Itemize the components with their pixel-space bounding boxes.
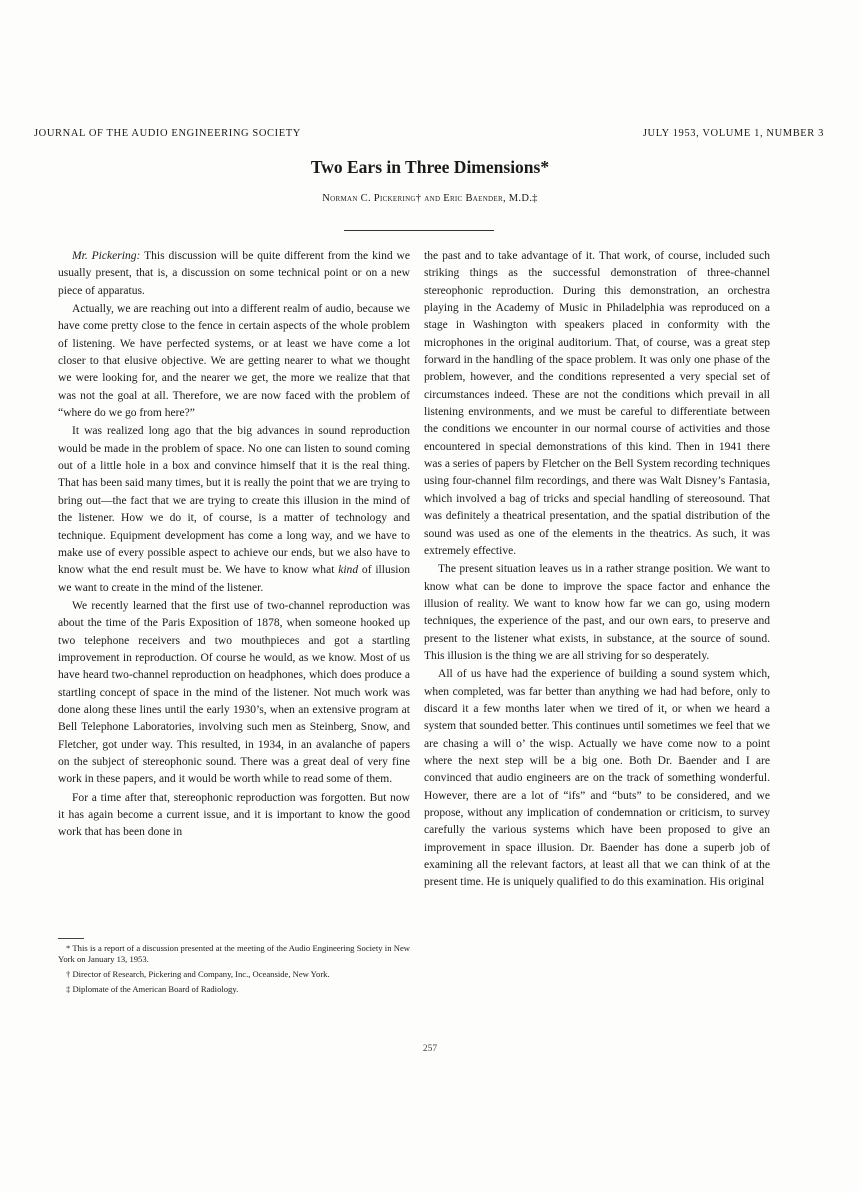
footnotes bbox=[58, 938, 410, 999]
paragraph: The present situation leaves us in a rather strange position. We want to know what can be done to improve the space factor and enhance the illusion of reality. We want to know how far we can go, using modern techniques, the experience of the past, and our own ears, to preserve and present to the listener what exists, in substance, at the source of sound. This illusion is the thing we are all striving for so desperately. bbox=[424, 563, 770, 662]
paragraph: All of us have had the experience of building a sound system which, when completed, was far better than anything we had had before, only to discard it a few months later when we tired of it, or when we heard a system that sounded better. This continues until sometimes we feel that we are chasing a will o’ the wisp. Actually we have come now to a point where the next step will be a big one. Both Dr. Baender and I are convinced that audio engineers are on the track of something wonderful. However, there are a lot of “ifs” and “buts” to be considered, and we propose, without any implication of condemnation or criticism, to survey carefully the various systems which have been proposed to give an improvement in space illusion. Dr. Baender has done a superb job of examining all the relevant factors, at least all that we can think of at the present time. He is uniquely qualified to do this examination. His original bbox=[424, 668, 770, 889]
paragraph: the past and to take advantage of it. That work, of course, included such striking things as the successful demonstration of three-channel stereophonic reproduction. During this demonstration, an orchestra playing in the Academy of Music in Philadelphia was reproduced on a stage in Washington with speakers placed in conformity with the microphones in the original auditorium. That, of course, was a great step forward in the handling of the space problem. It was only one phase of the problem, however, and the conditions represented a very special set of circumstances indeed. These are not the conditions which prevail in all listening environments, and we must be careful to differentiate between the conditions we encounter in our normal course of activities and those encountered in special demonstrations of this kind. Then in 1941 there was a series of papers by Fletcher on the Bell System recording techniques using four-channel film recordings, and there was Walt Disney’s Fantasia, which involved a bag of tricks and special handling of stereosound. That was definitely a theatrical presentation, and the spatial distribution of the sound was used as one of the elements in the theatrics. As such, it was extremely effective. bbox=[424, 250, 770, 557]
footnote: ‡ Diplomate of the American Board of Radiology. bbox=[66, 984, 239, 994]
article-title: Two Ears in Three Dimensions* bbox=[310, 157, 550, 177]
paragraph: Mr. Pickering: This discussion will be quite different from the kind we usually present, that is, a discussion on some technical point or on a new piece of apparatus. bbox=[58, 250, 410, 297]
journal-name: JOURNAL OF THE AUDIO ENGINEERING SOCIETY bbox=[34, 128, 301, 139]
right-column bbox=[424, 248, 770, 892]
title-divider bbox=[344, 230, 494, 231]
emphasis: kind bbox=[338, 564, 359, 577]
running-head bbox=[34, 128, 824, 139]
footnote: * This is a report of a discussion presented at the meeting of the Audio Engineering Society in New York on January 13, 1953. bbox=[58, 943, 410, 964]
article-authors: Norman C. Pickering† and Eric Baender, M.D.‡ bbox=[322, 193, 538, 204]
footnote: † Director of Research, Pickering and Company, Inc., Oceanside, New York. bbox=[66, 969, 330, 979]
page-number: 257 bbox=[422, 1044, 438, 1054]
footnote-separator bbox=[58, 938, 84, 939]
paragraph: It was realized long ago that the big advances in sound reproduction would be made in the problem of space. No one can listen to sound coming out of a little hole in a box and convince himself that it is the real thing. That has been said many times, but it is really the point that we are trying to bring out—the fact that we are trying to create this illusion in the mind of the listener. How we do it, of course, is a matter of technology and technique. Equipment development has come a long way, and we have to make use of every possible aspect to achieve our ends, but we also have to know what the end result must be. We have to know what kind of illusion we want to create in the mind of the listener. bbox=[58, 425, 410, 594]
paragraph: We recently learned that the first use of two-channel reproduction was about the time of the Paris Exposition of 1878, when someone hooked up two telephone receivers and two mouthpieces and got a startling improvement in reproduction. Of course he would, as we know. Most of us have heard two-channel reproduction on headphones, which does produce a startling concept of space in the mind of the listener. Not much work was done along these lines until the early 1930’s, when an extensive program at Bell Telephone Laboratories, involving such men as Steinberg, Snow, and Fletcher, got under way. This resulted, in 1934, in an avalanche of papers on the subject of stereophonic sound. There was a great deal of very fine work in these papers, and it would be worth while to read some of them. bbox=[58, 599, 410, 786]
paragraph: For a time after that, stereophonic reproduction was forgotten. But now it has again become a current issue, and it is important to know the good work that has been done in bbox=[58, 791, 410, 839]
left-column bbox=[58, 248, 410, 842]
speaker-label: Mr. Pickering: bbox=[72, 250, 141, 262]
issue-info: JULY 1953, VOLUME 1, NUMBER 3 bbox=[642, 128, 824, 139]
paragraph: Actually, we are reaching out into a different realm of audio, because we have come pretty close to the fence in certain aspects of the whole problem of listening. We have perfected systems, or at least we have come a lot closer to that elusive objective. We are getting nearer to what we thought we were looking for, and the nearer we get, the more we realize that that was not the goal at all. Therefore, we are now faced with the problem of “where do we go from here?” bbox=[58, 303, 410, 420]
